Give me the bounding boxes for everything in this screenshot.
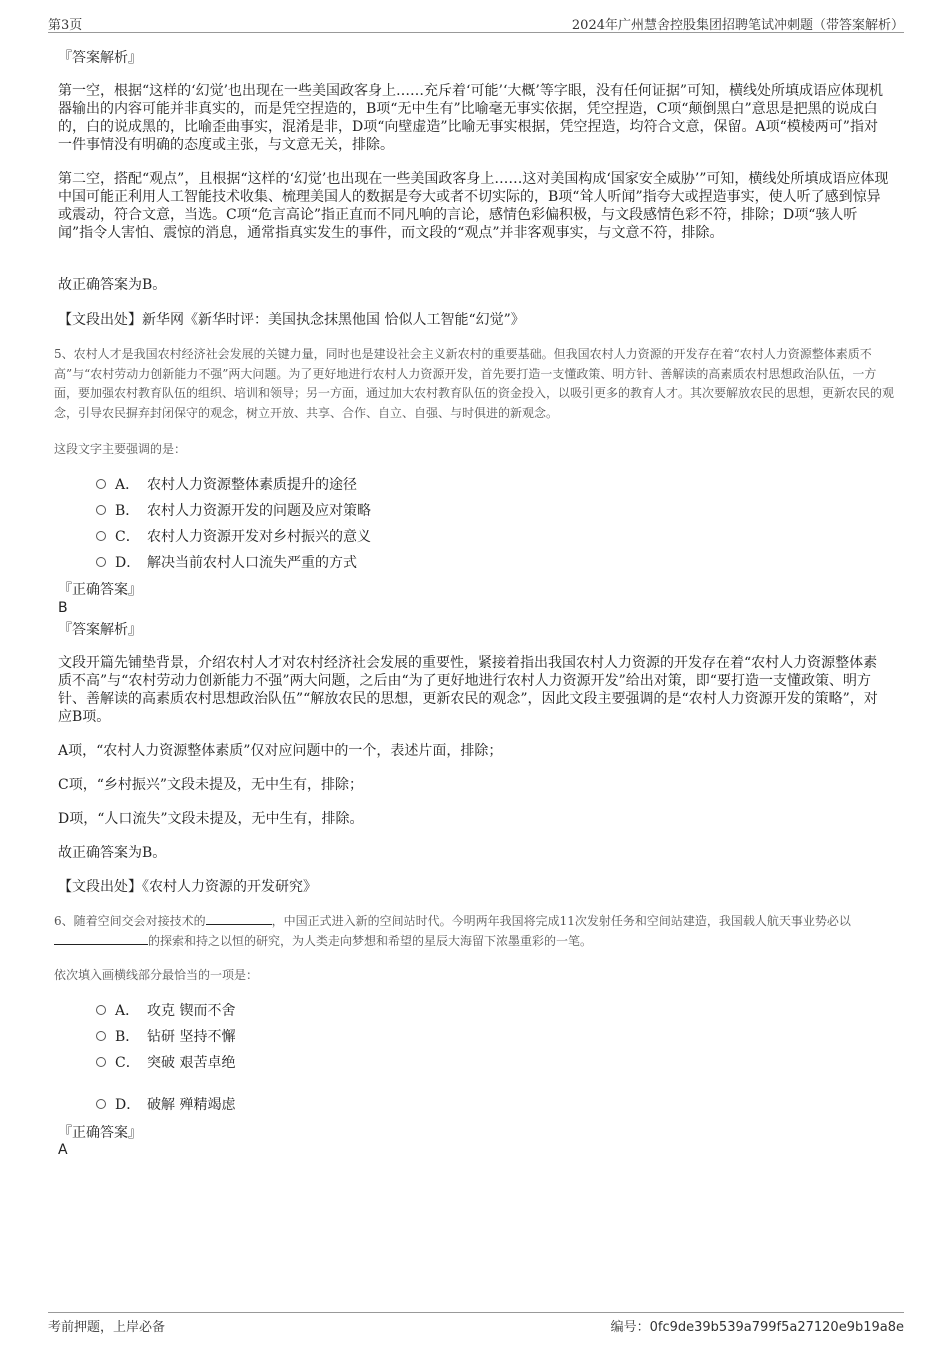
page-header bbox=[48, 14, 904, 33]
option-c[interactable]: C． 农村人力资源开发对乡村振兴的意义 bbox=[96, 528, 371, 546]
page-footer bbox=[48, 1312, 904, 1335]
analysis-paragraph-2: 第二空，搭配“观点”，且根据“这样的‘幻觉’也出现在一些美国政客身上……这对美国构成‘国家安全威胁’”可知，横线处所填成语应体现中国可能正利用人工智能技术收集、梳理美国人的数据是夸大或者不切实际的，B项“耸人听闻”指夸大或捏造事实，使人听了感到惊异或震动，符合文意，当选。C项“危言高论”指正直而不同凡响的言论，感情色彩偏积极，与文段感情色彩不符，排除；D项“骇人听闻”指令人害怕、震惊的消息，通常指真实发生的事件，而文段的“观点”并非客观事实，与文意不符，排除。 bbox=[58, 171, 889, 241]
radio-icon[interactable] bbox=[96, 531, 106, 541]
question-6-stem: 6、随着空间交会对接技术的 ，中国正式进入新的空间站时代。今明两年我国将完成11次发射任务和空间站建造，我国载人航天事业势必以的探索和持之以恒的研究，为人类走向梦想和希望的星辰大海留下浓墨重彩的一笔。 bbox=[54, 914, 851, 948]
blank-2 bbox=[54, 932, 148, 945]
source-citation: 【文段出处】新华网《新华时评：美国执念抹黑他国 恰似人工智能“幻觉”》 bbox=[58, 312, 525, 328]
page-number: 第3页 bbox=[48, 18, 83, 33]
option-c-note: C项，“乡村振兴”文段未提及，无中生有，排除； bbox=[58, 777, 364, 793]
radio-icon[interactable] bbox=[96, 1057, 106, 1067]
option-d-note: D项，“人口流失”文段未提及，无中生有，排除。 bbox=[58, 811, 364, 827]
option-c[interactable]: C． 突破 艰苦卓绝 bbox=[96, 1054, 235, 1072]
answer-value: A bbox=[58, 1142, 68, 1158]
radio-icon[interactable] bbox=[96, 557, 106, 567]
radio-icon[interactable] bbox=[96, 505, 106, 515]
answer-value: B bbox=[58, 600, 68, 616]
option-d[interactable]: D． 解决当前农村人口流失严重的方式 bbox=[96, 554, 357, 572]
question-5-prompt: 这段文字主要强调的是： bbox=[54, 442, 187, 456]
conclusion: 故正确答案为B。 bbox=[58, 277, 167, 293]
analysis-paragraph: 文段开篇先铺垫背景，介绍农村人才对农村经济社会发展的重要性，紧接着指出我国农村人力资源的开发存在着“农村人力资源整体素质不高”与“农村劳动力创新能力不强”两大问题，之后由“为了更好地进行农村人力资源开发”给出对策，即“要打造一支懂政策、明方针、善解读的高素质农村思想政治队伍”“解放农民的思想，更新农民的观念”，因此文段主要强调的是“农村人力资源开发的策略”，对应B项。 bbox=[58, 655, 878, 725]
analysis-label: 『答案解析』 bbox=[58, 622, 142, 638]
question-5-stem: 5、农村人才是我国农村经济社会发展的关键力量，同时也是建设社会主义新农村的重要基础。但我国农村人力资源的开发存在着“农村人力资源整体素质不高”与“农村劳动力创新能力不强”两大问题。为了更好地进行农村人力资源开发，首先要打造一支懂政策、明方针、善解读的高素质农村思想政治队伍，一方面，要加强农村教育队伍的组织、培训和领导；另一方面，通过加大农村教育队伍的资金投入，以吸引更多的教育人才。其次要解放农民的思想，更新农民的观念，引导农民摒弃封闭保守的观念，树立开放、共享、合作、自立、自强、与时俱进的新观念。 bbox=[54, 347, 895, 420]
document-code: 编号：0fc9de39b539a799f5a27120e9b19a8e bbox=[610, 1320, 904, 1335]
option-b[interactable]: B． 钻研 坚持不懈 bbox=[96, 1028, 235, 1046]
analysis-label: 『答案解析』 bbox=[58, 50, 142, 66]
radio-icon[interactable] bbox=[96, 1005, 106, 1015]
radio-icon[interactable] bbox=[96, 1099, 106, 1109]
conclusion: 故正确答案为B。 bbox=[58, 845, 167, 861]
analysis-paragraph-1: 第一空，根据“这样的‘幻觉’也出现在一些美国政客身上……充斥着‘可能’‘大概’等字眼，没有任何证据”可知，横线处所填成语应体现机器输出的内容可能并非真实的，而是凭空捏造的，B项“无中生有”比喻毫无事实依据，凭空捏造，C项“颠倒黑白”意思是把黑的说成白的，白的说成黑的，比喻歪曲事实，混淆是非，D项“向壁虚造”比喻无事实根据，凭空捏造，均符合文意，保留。A项“模棱两可”指对一件事情没有明确的态度或主张，与文意无关，排除。 bbox=[58, 83, 884, 153]
option-d[interactable]: D． 破解 殚精竭虑 bbox=[96, 1096, 235, 1114]
question-6-prompt: 依次填入画横线部分最恰当的一项是： bbox=[54, 968, 259, 982]
answer-label: 『正确答案』 bbox=[58, 1125, 142, 1141]
blank-1 bbox=[206, 912, 272, 925]
source-citation: 【文段出处】《农村人力资源的开发研究》 bbox=[58, 879, 317, 895]
answer-label: 『正确答案』 bbox=[58, 582, 142, 598]
footer-slogan: 考前押题，上岸必备 bbox=[48, 1320, 166, 1335]
option-a-note: A项，“农村人力资源整体素质”仅对应问题中的一个，表述片面，排除； bbox=[58, 743, 503, 759]
radio-icon[interactable] bbox=[96, 1031, 106, 1041]
option-b[interactable]: B． 农村人力资源开发的问题及应对策略 bbox=[96, 502, 371, 520]
option-a[interactable]: A． 攻克 锲而不舍 bbox=[96, 1002, 235, 1020]
document-title: 2024年广州慧舍控股集团招聘笔试冲刺题（带答案解析） bbox=[571, 18, 904, 33]
option-a[interactable]: A． 农村人力资源整体素质提升的途径 bbox=[96, 476, 357, 494]
radio-icon[interactable] bbox=[96, 479, 106, 489]
